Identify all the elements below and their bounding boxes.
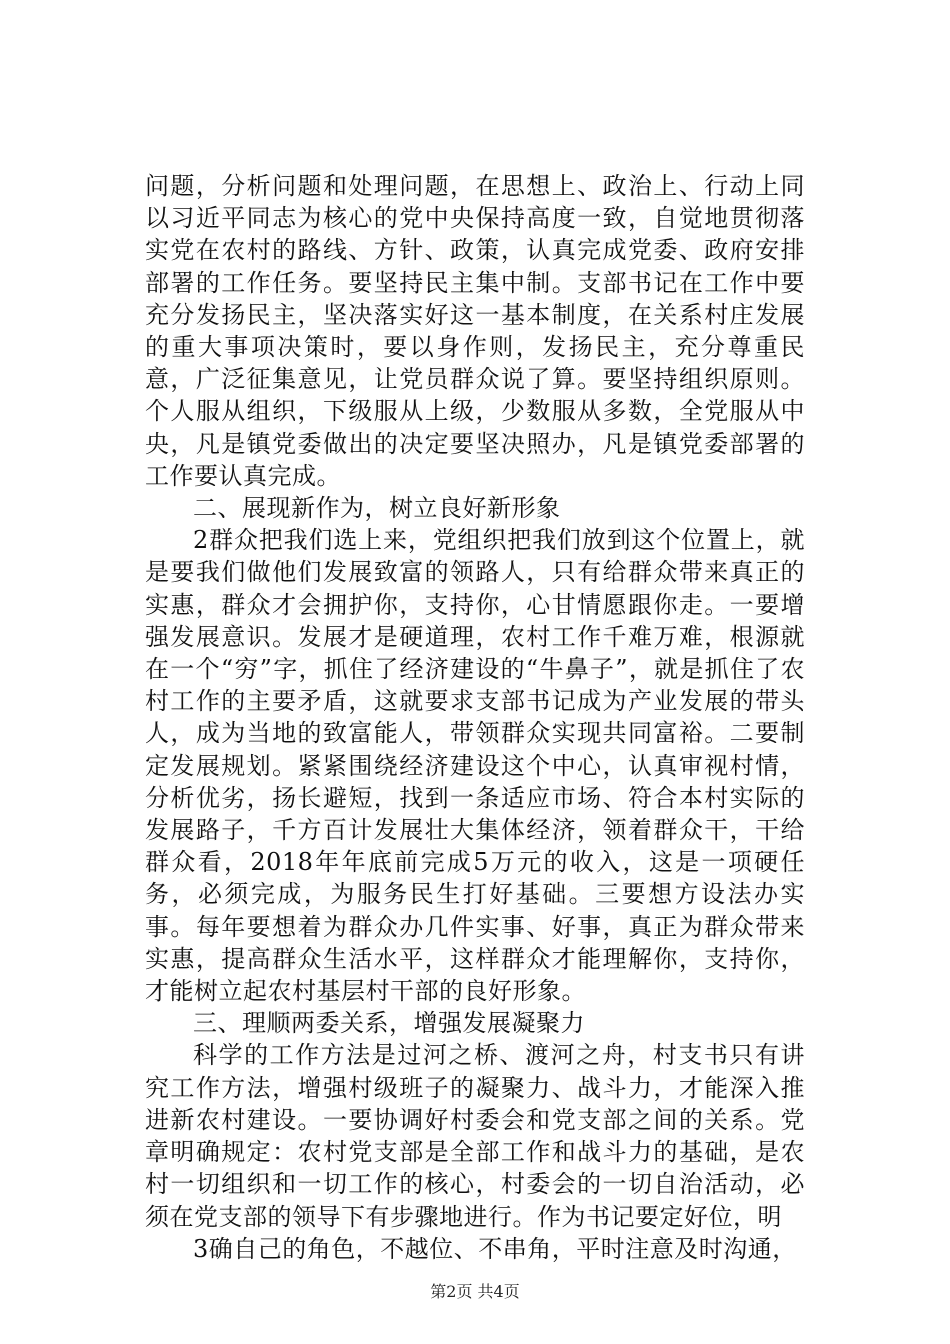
document-body	[145, 170, 805, 1265]
paragraph-section-2: 2群众把我们选上来，党组织把我们放到这个位置上，就是要我们做他们发展致富的领路人，只有给群众带来真正的实惠，群众才会拥护你，支持你，心甘情愿跟你走。一要增强发展意识。发展才是硬道理，农村工作千难万难，根源就在一个“穷”字，抓住了经济建设的“牛鼻子”，就是抓住了农村工作的主要矛盾，这就要求支部书记成为产业发展的带头人，成为当地的致富能人，带领群众实现共同富裕。二要制定发展规划。紧紧围绕经济建设这个中心，认真审视村情，分析优劣，扬长避短，找到一条适应市场、符合本村实际的发展路子，千方百计发展壮大集体经济，领着群众干，干给群众看，2018年年底前完成5万元的收入，这是一项硬任务，必须完成，为服务民生打好基础。三要想方设法办实事。每年要想着为群众办几件实事、好事，真正为群众带来实惠，提高群众生活水平，这样群众才能理解你，支持你，才能树立起农村基层村干部的良好形象。	[145, 526, 805, 1006]
section-heading-3: 三、理顺两委关系，增强发展凝聚力	[193, 1009, 585, 1038]
paragraph-page-break-continuation: 3确自己的角色，不越位、不串角，平时注意及时沟通，	[193, 1234, 797, 1263]
section-heading-2: 二、展现新作为，树立良好新形象	[193, 494, 561, 523]
page-footer: 第2页 共4页	[430, 1282, 520, 1301]
paragraph-continuation: 问题，分析问题和处理问题，在思想上、政治上、行动上同以习近平同志为核心的党中央保持高度一致，自觉地贯彻落实党在农村的路线、方针、政策，认真完成党委、政府安排部署的工作任务。要坚持民主集中制。支部书记在工作中要充分发扬民主，坚决落实好这一基本制度，在关系村庄发展的重大事项决策时，要以身作则，发扬民主，充分尊重民意，广泛征集意见，让党员群众说了算。要坚持组织原则。个人服从组织，下级服从上级，少数服从多数，全党服从中央，凡是镇党委做出的决定要坚决照办，凡是镇党委部署的工作要认真完成。	[145, 172, 805, 490]
paragraph-section-3: 科学的工作方法是过河之桥、渡河之舟，村支书只有讲究工作方法，增强村级班子的凝聚力、战斗力，才能深入推进新农村建设。一要协调好村委会和党支部之间的关系。党章明确规定：农村党支部是全部工作和战斗力的基础，是农村一切组织和一切工作的核心，村委会的一切自治活动，必须在党支部的领导下有步骤地进行。作为书记要定好位，明	[145, 1041, 805, 1231]
